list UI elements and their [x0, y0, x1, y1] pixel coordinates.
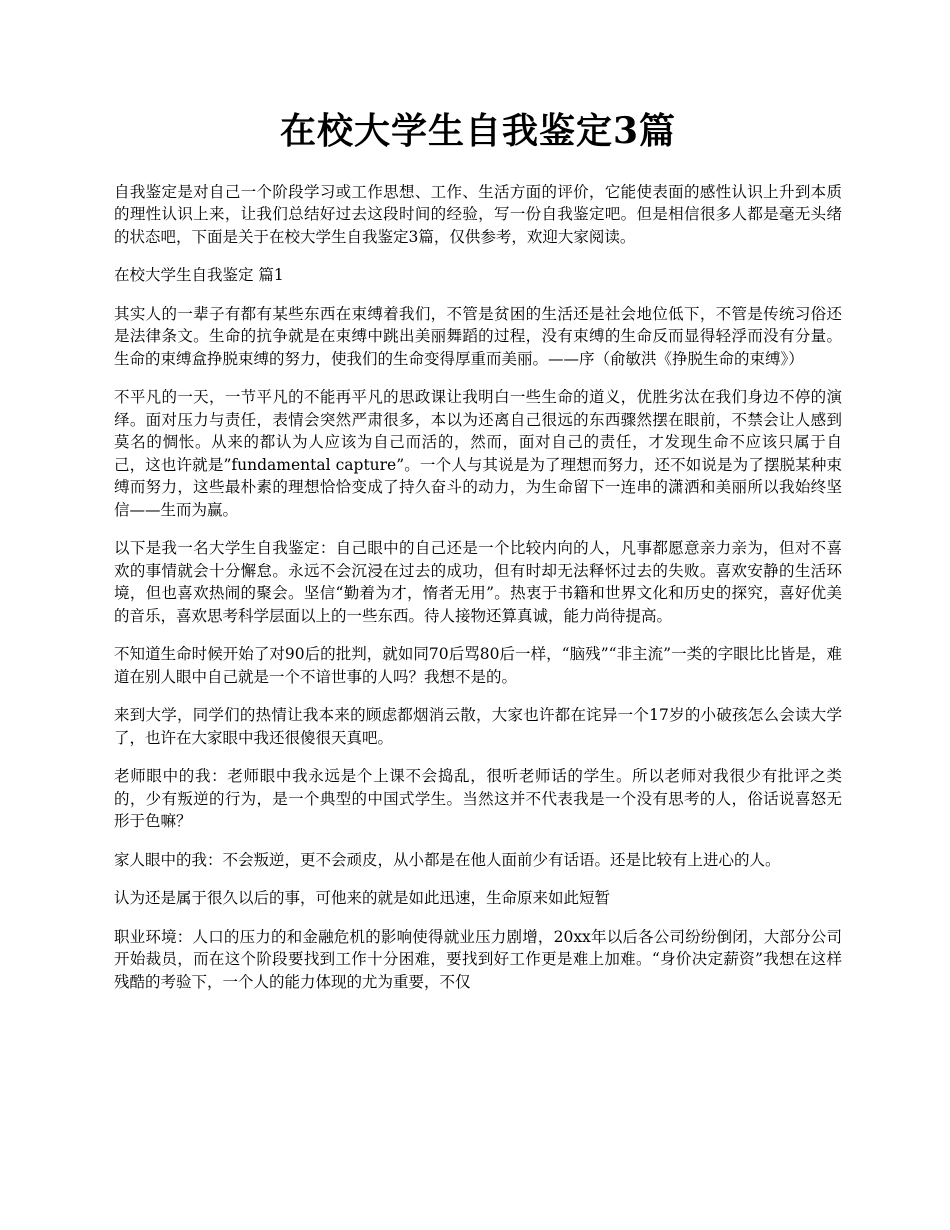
body-paragraph: 认为还是属于很久以后的事，可他来的就是如此迅速，生命原来如此短暂 [114, 889, 611, 908]
body-paragraph: 老师眼中的我：老师眼中我永远是个上课不会捣乱，很听老师话的学生。所以老师对我很少有批评之类的，少有叛逆的行为，是一个典型的中国式学生。当然这并不代表我是一个没有思考的人，俗话说喜怒无形于色嘛？ [114, 767, 842, 831]
document-title: 在校大学生自我鉴定3篇 [279, 110, 677, 152]
body-paragraph: 家人眼中的我：不会叛逆，更不会顽皮，从小都是在他人面前少有话语。还是比较有上进心的人。 [114, 850, 781, 869]
body-paragraph: 不平凡的一天，一节平凡的不能再平凡的思政课让我明白一些生命的道义，优胜劣汰在我们身边不停的演绎。面对压力与责任，表情会突然严肃很多，本以为还离自己很远的东西骤然摆在眼前，不禁会让人感到莫名的惆怅。从来的都认为人应该为自己而活的，然而，面对自己的责任，才发现生命不应该只属于自己，这也许就是”fundamental capture”。一个人与其说是为了理想而努力，还不如说是为了摆脱某种束缚而努力，这些最朴素的理想恰恰变成了持久奋斗的动力，为生命留下一连串的潇洒和美丽所以我始终坚信——生而为赢。 [114, 388, 842, 519]
section-heading: 在校大学生自我鉴定 篇1 [114, 266, 284, 285]
body-paragraph: 其实人的一辈子有都有某些东西在束缚着我们，不管是贫困的生活还是社会地位低下，不管是传统习俗还是法律条文。生命的抗争就是在束缚中跳出美丽舞蹈的过程，没有束缚的生命反而显得轻浮而没有分量。生命的束缚盒挣脱束缚的努力，使我们的生命变得厚重而美丽。——序（俞敏洪《挣脱生命的束缚》） [114, 304, 842, 368]
intro-paragraph: 自我鉴定是对自己一个阶段学习或工作思想、工作、生活方面的评价，它能使表面的感性认识上升到本质的理性认识上来，让我们总结好过去这段时间的经验，写一份自我鉴定吧。但是相信很多人都是毫无头绪的状态吧，下面是关于在校大学生自我鉴定3篇，仅供参考，欢迎大家阅读。 [114, 182, 842, 246]
body-paragraph: 来到大学，同学们的热情让我本来的顾虑都烟消云散，大家也许都在诧异一个17岁的小破孩怎么会读大学了，也许在大家眼中我还很傻很天真吧。 [114, 706, 842, 747]
body-paragraph: 不知道生命时候开始了对90后的批判，就如同70后骂80后一样，“脑残”“非主流”一类的字眼比比皆是，难道在别人眼中自己就是一个不谙世事的人吗？我想不是的。 [114, 645, 842, 686]
body-paragraph: 以下是我一名大学生自我鉴定：自己眼中的自己还是一个比较内向的人，凡事都愿意亲力亲为，但对不喜欢的事情就会十分懈怠。永远不会沉浸在过去的成功，但有时却无法释怀过去的失败。喜欢安静的生活环境，但也喜欢热闹的聚会。坚信“勤着为才，惰者无用”。热衷于书籍和世界文化和历史的探究，喜好优美的音乐，喜欢思考科学层面以上的一些东西。待人接物还算真诚，能力尚待提高。 [114, 539, 842, 625]
document-page [114, 108, 842, 1009]
body-paragraph: 职业环境：人口的压力的和金融危机的影响使得就业压力剧增，20xx年以后各公司纷纷倒闭，大部分公司开始裁员，而在这个阶段要找到工作十分困难，要找到好工作更是难上加难。“身价决定薪资”我想在这样残酷的考验下，一个人的能力体现的尤为重要，不仅 [114, 927, 842, 991]
